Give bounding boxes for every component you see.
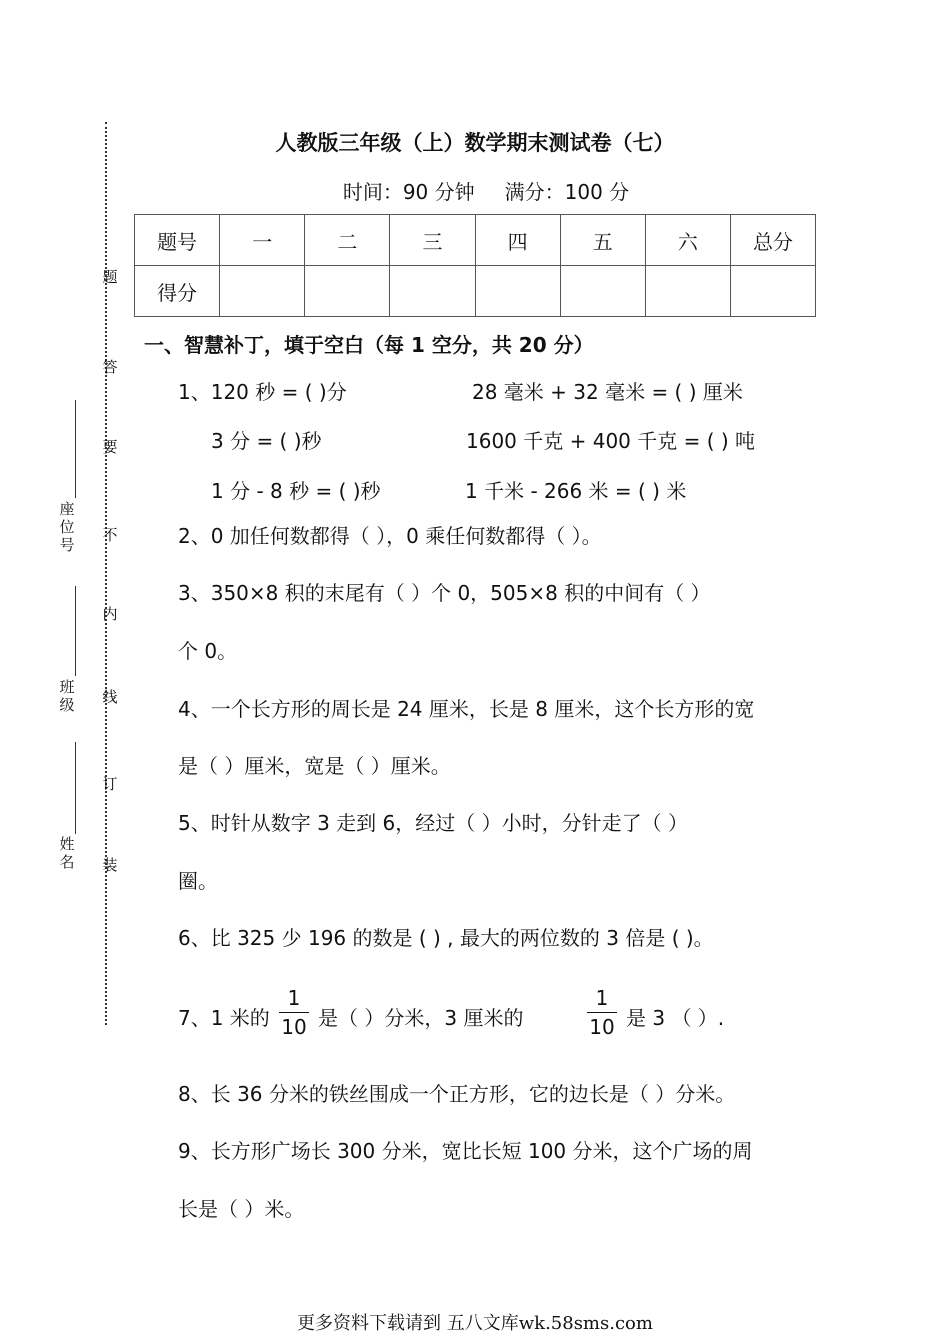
table-header-cell: 题号 [135,215,220,266]
section-heading: 一、智慧补丁，填于空白（每 1 空分，共 20 分） [144,333,594,357]
exam-info [0,176,950,205]
fraction-one-tenth [587,986,617,1039]
seal-char: 不 [102,526,118,544]
seal-char: 线 [102,688,118,706]
question-1-line-2-right: 1600 千克 + 400 千克 = ( ) 吨 [466,429,756,453]
fraction-bar [279,1012,309,1013]
seal-char: 答 [102,358,118,376]
question-9-line-1: 9、长方形广场长 300 分米，宽比长短 100 分米，这个广场的周 [178,1139,753,1163]
question-2: 2、0 加任何数都得（ ），0 乘任何数都得（ ）。 [178,524,602,548]
fraction-numerator: 1 [595,986,609,1010]
question-7-part-3: 是 3 （ ）. [626,1006,725,1030]
table-header-cell: 三 [390,215,475,266]
table-header-cell: 六 [645,215,730,266]
table-header-cell: 四 [475,215,560,266]
question-1-line-2-left: 3 分 = ( )秒 [211,429,322,453]
table-header-cell: 总分 [730,215,815,266]
footer-note: 更多资料下载请到 五八文库wk.58sms.com [297,1313,653,1334]
score-row-label: 得分 [135,266,220,317]
time-limit: 时间：90 分钟 [342,180,475,204]
seat-number-line [75,400,76,498]
score-cell[interactable] [730,266,815,317]
question-9-line-2: 长是（ ）米。 [178,1197,305,1221]
score-cell[interactable] [645,266,730,317]
question-5-line-1: 5、时针从数字 3 走到 6，经过（ ）小时，分针走了（ ） [178,811,688,835]
fraction-denominator: 10 [281,1015,307,1039]
score-table-score-row [135,266,816,317]
table-header-cell: 二 [305,215,390,266]
table-header-cell: 一 [220,215,305,266]
seal-char: 题 [102,268,118,286]
question-8: 8、长 36 分米的铁丝围成一个正方形，它的边长是（ ）分米。 [178,1082,736,1106]
seat-number-label: 座位号 [59,500,75,554]
question-1-line-3-right: 1 千米 - 266 米 = ( ) 米 [465,479,687,503]
seal-char: 装 [102,856,118,874]
name-label: 姓名 [59,835,75,871]
fraction-one-tenth [279,986,309,1039]
binding-dotted-line [105,122,107,1025]
score-cell[interactable] [560,266,645,317]
class-line [75,586,76,676]
question-1-line-1-right: 28 毫米 + 32 毫米 = ( ) 厘米 [472,380,743,404]
seal-char: 订 [102,775,118,793]
fraction-denominator: 10 [589,1015,615,1039]
question-1-line-3-left: 1 分 - 8 秒 = ( )秒 [211,479,381,503]
name-line [75,742,76,834]
score-table [134,214,816,317]
question-5-line-2: 圈。 [178,869,218,893]
question-1-line-1-left: 1、120 秒 = ( )分 [178,380,347,404]
question-7-part-2: 是（ ）分米，3 厘米的 [318,1006,524,1030]
question-7-part-1: 7、1 米的 [178,1006,270,1030]
table-header-cell: 五 [560,215,645,266]
score-cell[interactable] [220,266,305,317]
question-3-line-2: 个 0。 [178,639,238,663]
question-3-line-1: 3、350×8 积的末尾有（ ）个 0，505×8 积的中间有（ ） [178,581,711,605]
question-4-line-2: 是（ ）厘米，宽是（ ）厘米。 [178,754,451,778]
score-cell[interactable] [305,266,390,317]
score-cell[interactable] [390,266,475,317]
fraction-bar [587,1012,617,1013]
question-4-line-1: 4、一个长方形的周长是 24 厘米，长是 8 厘米，这个长方形的宽 [178,697,755,721]
class-label: 班级 [59,678,75,714]
full-score: 满分：100 分 [504,180,630,204]
score-cell[interactable] [475,266,560,317]
question-6: 6、比 325 少 196 的数是 ( ) , 最大的两位数的 3 倍是 ( )。 [178,926,714,950]
seal-char: 要 [102,438,118,456]
fraction-numerator: 1 [287,986,301,1010]
page-title: 人教版三年级（上）数学期末测试卷（七） [275,131,675,155]
score-table-header-row [135,215,816,266]
seal-char: 内 [102,605,118,623]
